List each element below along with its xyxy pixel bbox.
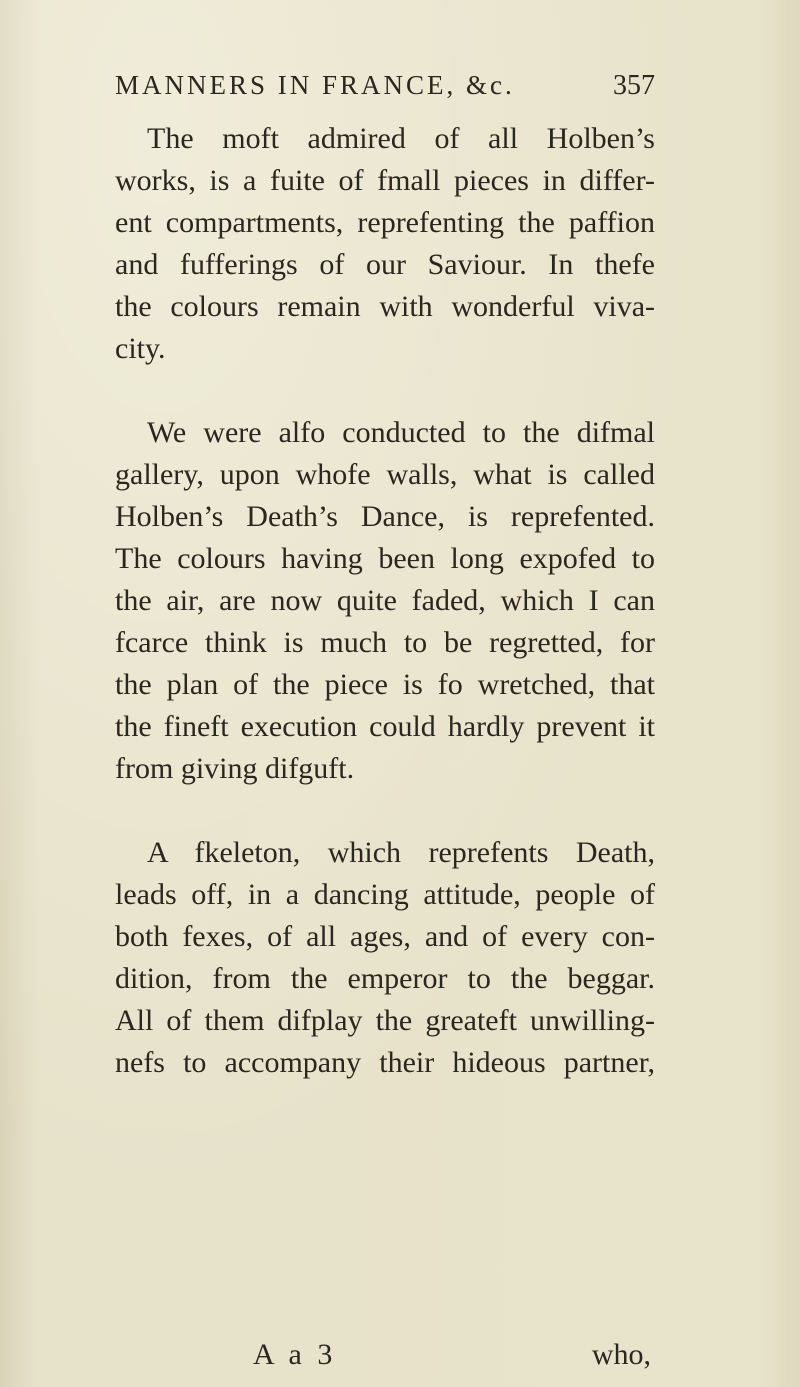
signature-mark: A a 3 bbox=[253, 1338, 337, 1371]
text-line: dition, from the emperor to the beggar. bbox=[115, 962, 655, 995]
text-line: works, is a fuite of fmall pieces in differ- bbox=[115, 164, 655, 197]
text-line: the air, are now quite faded, which I can bbox=[115, 584, 655, 617]
text-line: We were alfo conducted to the difmal bbox=[147, 416, 655, 449]
text-line: nefs to accompany their hideous partner, bbox=[115, 1046, 655, 1079]
text-line: and fufferings of our Saviour. In thefe bbox=[115, 248, 655, 281]
text-line: the fineft execution could hardly prevent it bbox=[115, 710, 655, 743]
text-line: The moft admired of all Holben’s bbox=[147, 122, 655, 155]
catchword: who, bbox=[591, 1338, 651, 1371]
text-line: A fkeleton, which reprefents Death, bbox=[147, 836, 655, 869]
paragraph-gap bbox=[115, 790, 655, 832]
page-header bbox=[115, 70, 655, 114]
text-line: the plan of the piece is fo wretched, that bbox=[115, 668, 655, 701]
paragraph-gap bbox=[115, 370, 655, 412]
body-text bbox=[115, 118, 655, 1084]
text-line: Holben’s Death’s Dance, is reprefented. bbox=[115, 500, 655, 533]
text-line: the colours remain with wonderful viva- bbox=[115, 290, 655, 323]
running-head: MANNERS IN FRANCE, &c. bbox=[115, 70, 515, 100]
text-line-last: from giving difguft. bbox=[115, 752, 355, 785]
page-number: 357 bbox=[613, 70, 655, 101]
text-line: The colours having been long expofed to bbox=[115, 542, 655, 575]
text-line: gallery, upon whofe walls, what is called bbox=[115, 458, 655, 491]
text-line: ent compartments, reprefenting the paffion bbox=[115, 206, 655, 239]
text-line: leads off, in a dancing attitude, people of bbox=[115, 878, 655, 911]
page-footer bbox=[115, 1338, 655, 1380]
text-line: All of them difplay the greateft unwilling- bbox=[115, 1004, 655, 1037]
text-line: both fexes, of all ages, and of every con- bbox=[115, 920, 655, 953]
text-line-last: city. bbox=[115, 332, 166, 365]
text-line: fcarce think is much to be regretted, for bbox=[115, 626, 655, 659]
